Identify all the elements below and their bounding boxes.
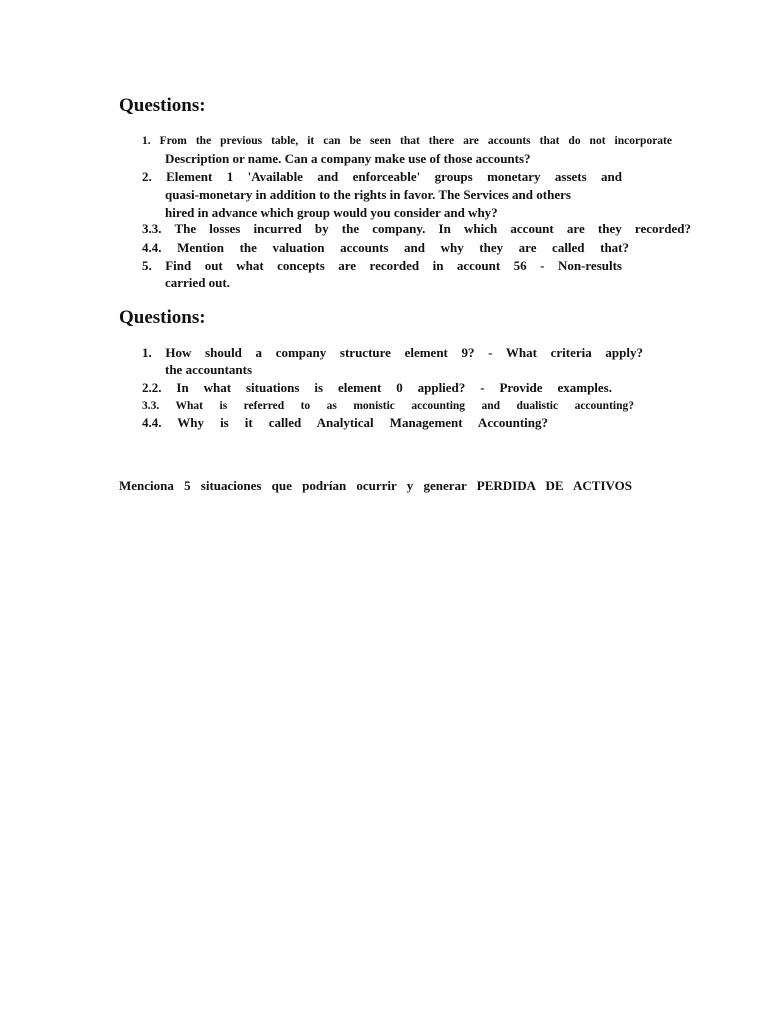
list-item: 5. Find out what concepts are recorded in account 56 - Non-results — [142, 258, 622, 273]
list-item: 2. Element 1 'Available and enforceable' groups monetary assets and — [142, 169, 622, 184]
footer-prompt: Menciona 5 situaciones que podrían ocurrir y generar PERDIDA DE ACTIVOS — [119, 478, 632, 493]
list-item: 2.2. In what situations is element 0 applied? - Provide examples. — [142, 380, 612, 395]
list-item-continuation: the accountants — [165, 362, 253, 377]
section2-heading: Questions: — [119, 307, 206, 328]
list-item: 3.3. The losses incurred by the company. In which account are they recorded? — [142, 221, 691, 236]
list-item-continuation: quasi-monetary in addition to the rights in favor. The Services and others — [165, 187, 571, 202]
list-item: 4.4. Mention the valuation accounts and why they are called that? — [142, 240, 629, 255]
list-item-continuation: hired in advance which group would you consider and why? — [165, 205, 498, 220]
list-item-continuation: Description or name. Can a company make use of those accounts? — [165, 151, 531, 166]
list-item: 3.3. What is referred to as monistic accounting and dualistic accounting? — [142, 400, 634, 412]
list-item-continuation: carried out. — [165, 275, 230, 290]
list-item: 1. From the previous table, it can be seen that there are accounts that do not incorporate — [142, 135, 672, 147]
list-item: 4.4. Why is it called Analytical Management Accounting? — [142, 415, 548, 430]
section1-heading: Questions: — [119, 95, 206, 116]
list-item: 1. How should a company structure element 9? - What criteria apply? — [142, 345, 643, 360]
